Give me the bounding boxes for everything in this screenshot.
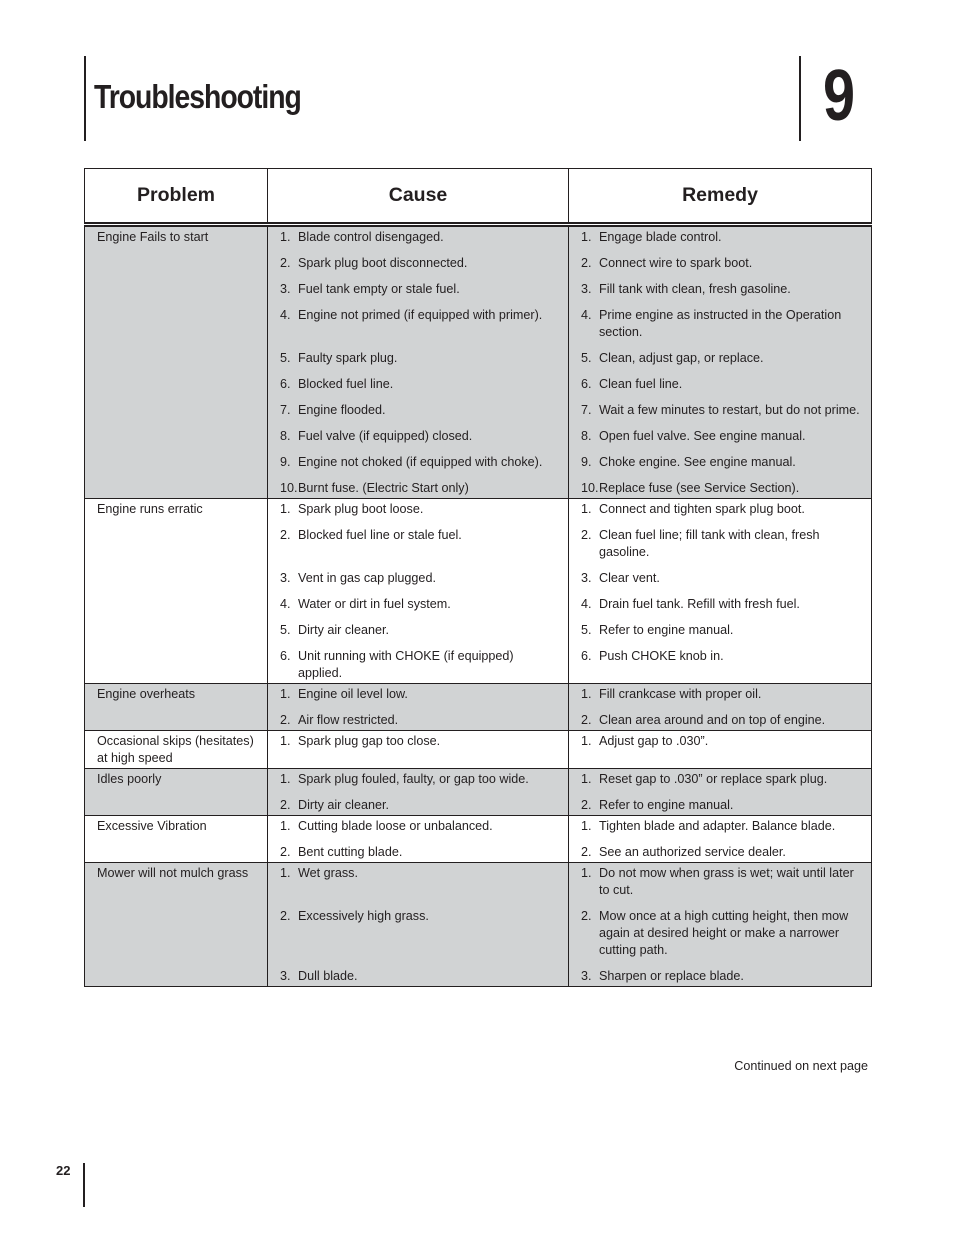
cause-item — [280, 255, 560, 272]
troubleshooting-table — [84, 168, 872, 987]
item-number: 3. — [280, 282, 291, 296]
remedy-text: Choke engine. See engine manual. — [599, 455, 796, 469]
cause-text: Unit running with CHOKE (if equipped) applied. — [298, 649, 514, 680]
remedy-item — [581, 527, 863, 561]
item-number: 1. — [280, 687, 291, 701]
item-spacer — [581, 703, 863, 712]
cause-text: Spark plug gap too close. — [298, 734, 441, 748]
cause-text: Fuel valve (if equipped) closed. — [298, 429, 473, 443]
problem-cell: Engine Fails to start — [85, 225, 268, 499]
cause-item — [280, 968, 560, 985]
remedy-item — [581, 865, 863, 899]
cause-text: Excessively high grass. — [298, 909, 429, 923]
table-row — [85, 863, 872, 987]
header-problem: Problem — [85, 169, 268, 225]
continued-note: Continued on next page — [734, 1059, 868, 1073]
remedy-item — [581, 622, 863, 639]
problem-cell: Mower will not mulch grass — [85, 863, 268, 987]
remedy-text: Clear vent. — [599, 571, 660, 585]
problem-cell: Idles poorly — [85, 769, 268, 816]
item-number: 1. — [581, 687, 592, 701]
item-number: 6. — [280, 649, 291, 663]
cause-text: Bent cutting blade. — [298, 845, 403, 859]
item-spacer — [581, 613, 863, 622]
remedy-text: Refer to engine manual. — [599, 623, 734, 637]
cause-text: Blade control disengaged. — [298, 230, 444, 244]
cause-text: Engine not choked (if equipped with choke). — [298, 455, 543, 469]
cause-item — [280, 376, 560, 393]
remedy-item — [581, 771, 863, 788]
chapter-number: 9 — [823, 56, 856, 136]
problem-cell: Occasional skips (hesitates) at high speed — [85, 731, 268, 769]
item-number: 7. — [581, 403, 592, 417]
cause-item — [280, 229, 560, 246]
item-number: 3. — [581, 282, 592, 296]
remedy-item — [581, 501, 863, 518]
item-number: 5. — [581, 351, 592, 365]
item-spacer — [280, 367, 560, 376]
cause-item — [280, 771, 560, 788]
remedy-text: Do not mow when grass is wet; wait until later to cut. — [599, 866, 854, 897]
item-spacer — [280, 272, 560, 281]
problem-cell: Engine overheats — [85, 684, 268, 731]
item-spacer — [280, 445, 560, 454]
item-spacer — [581, 272, 863, 281]
cause-cell — [268, 731, 569, 769]
cause-cell — [268, 769, 569, 816]
item-spacer — [581, 788, 863, 797]
remedy-item — [581, 733, 863, 750]
cause-item — [280, 570, 560, 587]
problem-cell: Excessive Vibration — [85, 816, 268, 863]
cause-text: Water or dirt in fuel system. — [298, 597, 451, 611]
cause-text: Engine flooded. — [298, 403, 386, 417]
item-number: 1. — [581, 866, 592, 880]
cause-item — [280, 454, 560, 471]
item-spacer — [581, 341, 863, 350]
item-spacer — [280, 246, 560, 255]
item-number: 1. — [280, 734, 291, 748]
cause-text: Fuel tank empty or stale fuel. — [298, 282, 460, 296]
cause-item — [280, 686, 560, 703]
remedy-cell — [569, 684, 872, 731]
remedy-text: Reset gap to .030” or replace spark plug. — [599, 772, 828, 786]
cause-text: Air flow restricted. — [298, 713, 399, 727]
cause-text: Faulty spark plug. — [298, 351, 398, 365]
item-spacer — [581, 587, 863, 596]
item-spacer — [581, 518, 863, 527]
item-number: 2. — [280, 256, 291, 270]
item-spacer — [280, 703, 560, 712]
cause-cell — [268, 499, 569, 684]
item-number: 1. — [280, 866, 291, 880]
remedy-item — [581, 908, 863, 959]
item-number: 2. — [581, 528, 592, 542]
remedy-item — [581, 968, 863, 985]
item-number: 3. — [280, 969, 291, 983]
cause-text: Dull blade. — [298, 969, 358, 983]
item-spacer — [280, 639, 560, 648]
cause-text: Vent in gas cap plugged. — [298, 571, 436, 585]
header-remedy: Remedy — [569, 169, 872, 225]
page-number: 22 — [56, 1163, 71, 1178]
remedy-text: Connect wire to spark boot. — [599, 256, 753, 270]
remedy-text: Tighten blade and adapter. Balance blade. — [599, 819, 836, 833]
cause-text: Spark plug boot disconnected. — [298, 256, 468, 270]
remedy-text: Replace fuse (see Service Section). — [599, 481, 800, 495]
item-number: 2. — [581, 256, 592, 270]
item-number: 2. — [280, 798, 291, 812]
cause-text: Engine oil level low. — [298, 687, 408, 701]
cause-text: Spark plug fouled, faulty, or gap too wide. — [298, 772, 529, 786]
item-spacer — [581, 246, 863, 255]
title-rule — [84, 56, 86, 141]
item-number: 10. — [280, 481, 298, 495]
remedy-item — [581, 402, 863, 419]
item-spacer — [280, 613, 560, 622]
item-number: 1. — [581, 772, 592, 786]
item-spacer — [581, 959, 863, 968]
item-spacer — [581, 471, 863, 480]
item-spacer — [581, 561, 863, 570]
cause-item — [280, 844, 560, 861]
item-number: 4. — [280, 308, 291, 322]
remedy-item — [581, 350, 863, 367]
remedy-cell — [569, 816, 872, 863]
item-number: 10. — [581, 481, 599, 495]
item-number: 2. — [581, 845, 592, 859]
remedy-text: Clean fuel line; fill tank with clean, fresh gasoline. — [599, 528, 820, 559]
item-number: 2. — [581, 798, 592, 812]
item-number: 7. — [280, 403, 291, 417]
item-spacer — [280, 393, 560, 402]
item-number: 4. — [280, 597, 291, 611]
remedy-text: Fill crankcase with proper oil. — [599, 687, 762, 701]
remedy-cell — [569, 863, 872, 987]
item-number: 1. — [581, 230, 592, 244]
remedy-item — [581, 255, 863, 272]
table-row — [85, 684, 872, 731]
item-number: 1. — [581, 502, 592, 516]
item-spacer — [280, 298, 560, 307]
item-number: 1. — [280, 772, 291, 786]
cause-item — [280, 818, 560, 835]
remedy-item — [581, 376, 863, 393]
item-spacer — [581, 445, 863, 454]
cause-item — [280, 712, 560, 729]
remedy-item — [581, 686, 863, 703]
page-number-rule — [83, 1163, 85, 1207]
item-number: 1. — [280, 230, 291, 244]
item-spacer — [581, 899, 863, 908]
item-number: 6. — [581, 649, 592, 663]
table-row — [85, 769, 872, 816]
remedy-text: Wait a few minutes to restart, but do not prime. — [599, 403, 860, 417]
item-number: 1. — [280, 819, 291, 833]
problem-cell: Engine runs erratic — [85, 499, 268, 684]
remedy-item — [581, 596, 863, 613]
item-number: 2. — [280, 713, 291, 727]
item-spacer — [280, 419, 560, 428]
remedy-text: Adjust gap to .030”. — [599, 734, 709, 748]
remedy-item — [581, 648, 863, 682]
table-row — [85, 225, 872, 499]
page-title: Troubleshooting — [94, 78, 301, 115]
cause-item — [280, 307, 560, 341]
item-spacer — [581, 835, 863, 844]
cause-item — [280, 402, 560, 419]
remedy-item — [581, 712, 863, 729]
item-spacer — [280, 835, 560, 844]
remedy-cell — [569, 225, 872, 499]
item-number: 8. — [280, 429, 291, 443]
item-number: 2. — [581, 713, 592, 727]
remedy-text: Sharpen or replace blade. — [599, 969, 744, 983]
table-row — [85, 499, 872, 684]
cause-item — [280, 865, 560, 899]
remedy-item — [581, 229, 863, 246]
item-number: 1. — [280, 502, 291, 516]
item-number: 3. — [581, 969, 592, 983]
cause-cell — [268, 863, 569, 987]
remedy-text: Push CHOKE knob in. — [599, 649, 724, 663]
item-number: 6. — [581, 377, 592, 391]
remedy-item — [581, 428, 863, 445]
item-spacer — [280, 471, 560, 480]
remedy-cell — [569, 731, 872, 769]
item-spacer — [280, 788, 560, 797]
header-cause: Cause — [268, 169, 569, 225]
item-spacer — [280, 899, 560, 908]
cause-item — [280, 596, 560, 613]
item-number: 8. — [581, 429, 592, 443]
remedy-item — [581, 797, 863, 814]
item-number: 9. — [280, 455, 291, 469]
cause-text: Dirty air cleaner. — [298, 798, 389, 812]
item-number: 1. — [581, 734, 592, 748]
item-number: 6. — [280, 377, 291, 391]
item-spacer — [280, 561, 560, 570]
cause-text: Blocked fuel line or stale fuel. — [298, 528, 462, 542]
item-spacer — [581, 298, 863, 307]
cause-item — [280, 428, 560, 445]
item-number: 5. — [581, 623, 592, 637]
remedy-item — [581, 844, 863, 861]
cause-item — [280, 480, 560, 497]
remedy-item — [581, 454, 863, 471]
item-number: 3. — [280, 571, 291, 585]
item-number: 5. — [280, 351, 291, 365]
item-spacer — [280, 341, 560, 350]
item-spacer — [581, 393, 863, 402]
remedy-text: Connect and tighten spark plug boot. — [599, 502, 805, 516]
remedy-text: Refer to engine manual. — [599, 798, 734, 812]
cause-cell — [268, 225, 569, 499]
item-number: 2. — [280, 528, 291, 542]
cause-cell — [268, 816, 569, 863]
cause-item — [280, 733, 560, 750]
item-number: 2. — [581, 909, 592, 923]
remedy-item — [581, 307, 863, 341]
remedy-item — [581, 570, 863, 587]
cause-text: Wet grass. — [298, 866, 358, 880]
remedy-text: Clean, adjust gap, or replace. — [599, 351, 764, 365]
chapter-rule — [799, 56, 801, 141]
item-number: 3. — [581, 571, 592, 585]
item-spacer — [280, 587, 560, 596]
remedy-text: Fill tank with clean, fresh gasoline. — [599, 282, 791, 296]
remedy-text: Mow once at a high cutting height, then mow again at desired height or make a narrower cutting path. — [599, 909, 849, 957]
remedy-item — [581, 281, 863, 298]
cause-item — [280, 908, 560, 959]
cause-item — [280, 797, 560, 814]
item-number: 2. — [280, 909, 291, 923]
item-number: 9. — [581, 455, 592, 469]
remedy-item — [581, 480, 863, 497]
remedy-item — [581, 818, 863, 835]
item-number: 2. — [280, 845, 291, 859]
cause-text: Cutting blade loose or unbalanced. — [298, 819, 493, 833]
cause-text: Dirty air cleaner. — [298, 623, 389, 637]
cause-item — [280, 501, 560, 518]
table-row — [85, 816, 872, 863]
remedy-text: Open fuel valve. See engine manual. — [599, 429, 806, 443]
cause-cell — [268, 684, 569, 731]
item-spacer — [280, 959, 560, 968]
item-spacer — [280, 518, 560, 527]
cause-text: Spark plug boot loose. — [298, 502, 424, 516]
remedy-text: Prime engine as instructed in the Operation section. — [599, 308, 842, 339]
cause-item — [280, 648, 560, 682]
cause-text: Burnt fuse. (Electric Start only) — [298, 481, 469, 495]
item-number: 4. — [581, 597, 592, 611]
cause-text: Engine not primed (if equipped with primer). — [298, 308, 543, 322]
remedy-text: Clean area around and on top of engine. — [599, 713, 826, 727]
cause-text: Blocked fuel line. — [298, 377, 394, 391]
item-spacer — [581, 419, 863, 428]
table-body — [85, 225, 872, 987]
remedy-text: Drain fuel tank. Refill with fresh fuel. — [599, 597, 800, 611]
item-spacer — [581, 367, 863, 376]
cause-item — [280, 350, 560, 367]
item-number: 4. — [581, 308, 592, 322]
item-number: 5. — [280, 623, 291, 637]
table-row — [85, 731, 872, 769]
remedy-text: Engage blade control. — [599, 230, 722, 244]
cause-item — [280, 622, 560, 639]
remedy-text: Clean fuel line. — [599, 377, 683, 391]
cause-item — [280, 281, 560, 298]
table-header-row — [85, 169, 872, 225]
remedy-cell — [569, 499, 872, 684]
remedy-cell — [569, 769, 872, 816]
remedy-text: See an authorized service dealer. — [599, 845, 786, 859]
item-spacer — [581, 639, 863, 648]
item-number: 1. — [581, 819, 592, 833]
cause-item — [280, 527, 560, 561]
